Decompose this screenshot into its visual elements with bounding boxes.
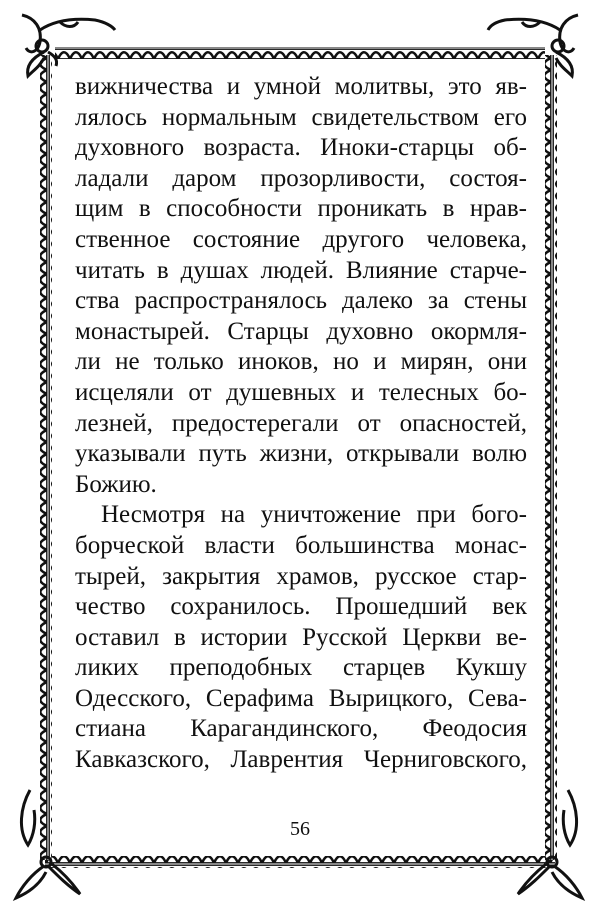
text-line: ственное состояние другого человека, [75, 225, 527, 253]
page-number: 56 [290, 818, 310, 840]
paragraph-2 [75, 500, 527, 775]
top-rope-border [55, 47, 545, 59]
text-line: оставил в истории Русской Церкви ве- [75, 623, 527, 651]
page-body-text [75, 72, 527, 776]
text-line: борческой власти большинства монас- [75, 531, 527, 559]
text-line: ладали даром прозорливости, состоя- [75, 164, 527, 192]
text-line: стиана Карагандинского, Феодосия [75, 715, 527, 743]
top-left-corner-ornament [22, 15, 115, 76]
left-rope-border [40, 55, 52, 860]
text-line: ли не только иноков, но и мирян, они [75, 348, 527, 376]
text-line: чество сохранилось. Прошедший век [75, 593, 527, 621]
text-line: Божию. [75, 470, 157, 498]
text-line: Несмотря на уничтожение при бого- [101, 501, 527, 529]
text-line: лезней, предостерегали от опасностей, [75, 409, 527, 437]
text-line: указывали путь жизни, открывали волю [75, 440, 527, 468]
text-line: ства распространялось далеко за стены [75, 287, 527, 315]
text-line: лялось нормальным свидетельством его [75, 103, 527, 131]
text-line: Одесского, Серафима Вырицкого, Сева- [75, 684, 527, 712]
top-right-corner-ornament [488, 15, 578, 76]
text-line: Кавказского, Лаврентия Черниговского, [75, 746, 527, 774]
text-line: исцеляли от душевных и телесных бо- [75, 378, 527, 406]
text-line: читать в душах людей. Влияние старче- [75, 256, 527, 284]
text-line: ликих преподобных старцев Кукшу [75, 654, 527, 682]
bottom-rope-border [45, 856, 555, 868]
text-line: монастырей. Старцы духовно окормля- [75, 317, 527, 345]
text-line: вижничества и умной молитвы, это яв- [75, 73, 527, 100]
paragraph-1 [75, 72, 527, 500]
text-line: духовного возраста. Иноки-старцы об- [75, 134, 527, 162]
text-line: щим в способности проникать в нрав- [75, 195, 527, 223]
right-rope-border [545, 55, 557, 860]
text-line: тырей, закрытия храмов, русское стар- [75, 562, 527, 590]
